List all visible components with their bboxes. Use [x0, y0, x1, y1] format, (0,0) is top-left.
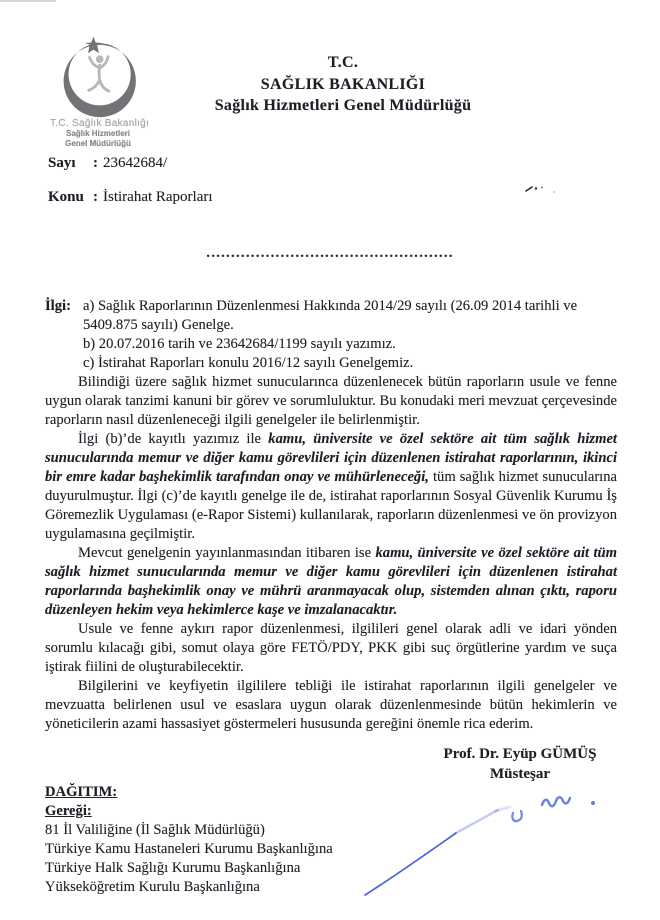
paragraph-text: Bilgilerini ve keyfiyetin ilgililere tebliği ile istirahat raporlarının ilgili genelgeler ve mevzuatta belirlenen usul ve esaslara uygun olarak düzenlenmesinde bütün hekimlerin ve yöneticilerin azami hassasiyet göstermeleri hususunda gereğini önemle rica ederim. [45, 678, 617, 732]
logo-caption-sub1: Sağlık Hizmetleri [65, 129, 131, 138]
logo-caption-sub2: Genel Müdürlüğü [65, 138, 131, 148]
letterhead [123, 52, 563, 117]
signature-block [390, 744, 650, 784]
letterhead-line-directorate: Sağlık Hizmetleri Genel Müdürlüğü [214, 97, 472, 114]
sayi-value: 23642684/ [103, 155, 168, 171]
signature-name: Prof. Dr. Eyüp GÜMÜŞ [443, 746, 597, 762]
distribution-item: Türkiye Halk Sağlığı Kurumu Başkanlığına [45, 860, 301, 876]
ink-mark [523, 183, 559, 195]
sayi-row [48, 155, 167, 172]
scan-artifact [0, 0, 56, 2]
figure-icon [89, 55, 109, 91]
distribution-heading: DAĞITIM: [45, 784, 118, 800]
konu-value: İstirahat Raporları [103, 189, 213, 205]
paragraph-text: Bilindiği üzere sağlık hizmet sunucularınca düzenlenecek bütün raporların usule ve fenne uygun olarak tanzimi kanuni bir görev ve sorumluluktur. Bu konudaki meri mevzuat çerçevesinde raporların nasıl düzenleneceği ilgili genelgeler ile belirlenmiştir. [45, 374, 617, 428]
reference-item-c: c) İstirahat Raporları konulu 2016/12 sayılı Genelgemiz. [83, 355, 414, 371]
body-paragraph-3 [45, 544, 617, 620]
sayi-colon: : [93, 155, 98, 171]
signature-title: Müsteşar [490, 766, 550, 782]
paragraph-text: Usule ve fenne aykırı rapor düzenlenmesi, ilgilileri genel olarak adli ve idari yönden sorumlu kılacağı gibi, somut olaya göre FETÖ/PDY, PKK gibi suç örgütlerine yardım ve suça iştirak fiilini de oluşturabilecektir. [45, 621, 617, 675]
sayi-label: Sayı [48, 155, 76, 171]
reference-item-b: b) 20.07.2016 tarih ve 23642684/1199 sayılı yazımız. [83, 336, 396, 352]
paragraph-text: Mevcut genelgenin yayınlanmasından itibaren ise [78, 545, 376, 561]
distribution-subheading: Gereği: [45, 803, 92, 819]
konu-row [48, 189, 213, 206]
logo-caption-main: T.C. Sağlık Bakanlığı [50, 118, 150, 129]
distribution-item: 81 İl Valiliğine (İl Sağlık Müdürlüğü) [45, 822, 265, 838]
reference-block [45, 297, 617, 373]
paragraph-text: tüm sağlık hizmet sunucularına duyurulmuştur. İlgi (c)’de kayıtlı genelge ile de, istirahat raporlarının Sosyal Güvenlik Kurumu İş Göremezlik Uygulaması (e-Rapor Sistemi) kullanılarak, raporların düzenlenmesi ve ön provizyon uygulamasına geçilmiştir. [45, 469, 618, 542]
body-paragraph-2 [45, 430, 617, 544]
letterhead-line-ministry: SAĞLIK BAKANLIĞI [260, 75, 426, 93]
paragraph-text: İlgi (b)’de kayıtlı yazımız ile [78, 431, 269, 447]
body-paragraph-5 [45, 677, 617, 734]
letter-body [45, 297, 617, 734]
distribution-item: Yükseköğretim Kurulu Başkanlığına [45, 879, 260, 895]
paragraph-emphasis: kamu, üniversite ve özel sektöre ait tüm sağlık hizmet sunucularında memur ve diğer kamu görevlileri için düzenlenen istirahat raporlarının, ikinci bir emre kadar başhekimlik tarafından onay ve mühürleneceği, [45, 431, 617, 485]
letterhead-line-tc: T.C. [327, 54, 359, 71]
body-paragraph-1 [45, 373, 617, 430]
body-paragraph-4 [45, 620, 617, 677]
konu-colon: : [93, 189, 98, 205]
konu-label: Konu [48, 189, 84, 205]
recipient-dots-line: .................................................. [206, 245, 454, 261]
distribution-block [45, 783, 333, 897]
distribution-item: Türkiye Kamu Hastaneleri Kurumu Başkanlığına [45, 841, 333, 857]
paragraph-emphasis: kamu, üniversite ve özel sektöre ait tüm sağlık hizmet sunucularında memur ve diğer kamu görevlileri için düzenlenen istirahat raporlarında başhekimlik onay ve mührü aranmayacak olup, sistemden alınan çıktı, raporu düzenleyen hekim veya hekimlerce kaşe ve imzalanacaktır. [45, 545, 617, 618]
signature-ink [350, 788, 660, 913]
reference-item-a: a) Sağlık Raporlarının Düzenlenmesi Hakkında 2014/29 sayılı (26.09 2014 tarihli ve 5409.875 sayılı) Genelge. [83, 298, 578, 333]
reference-label: İlgi: [45, 298, 71, 314]
